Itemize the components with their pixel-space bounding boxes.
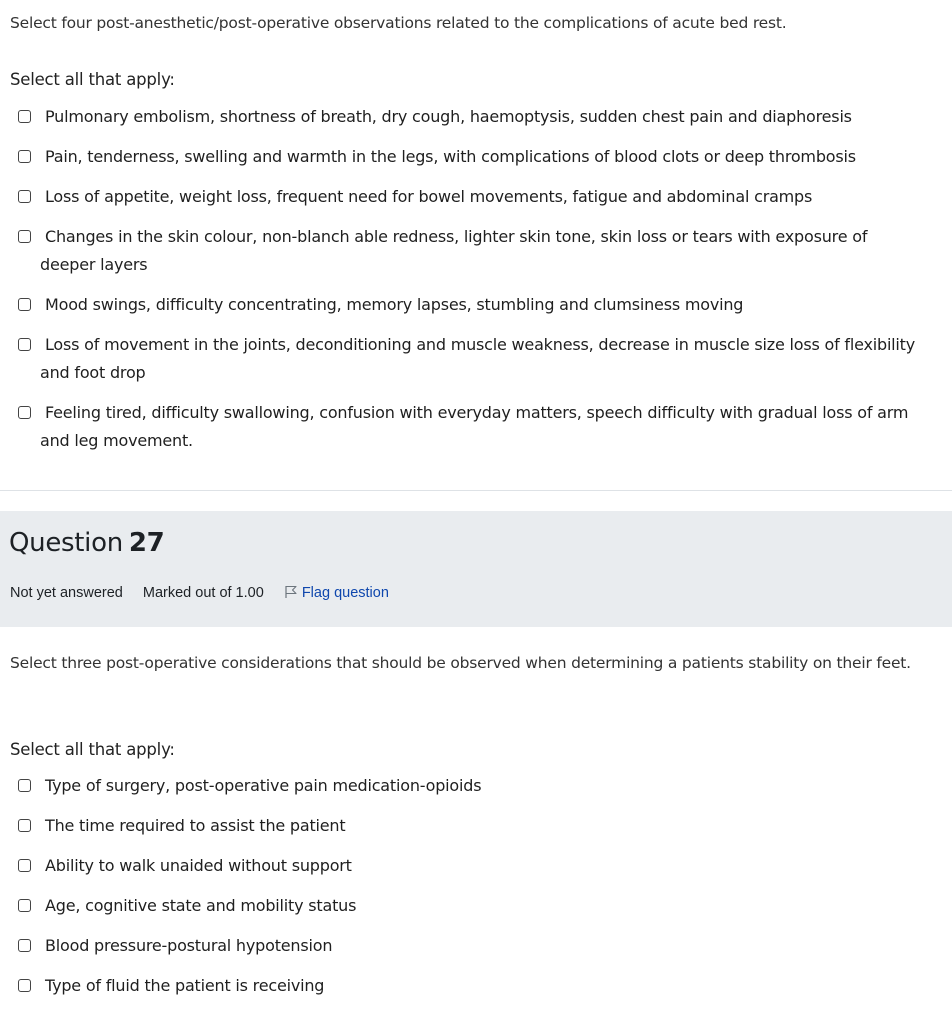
checkbox[interactable]: [18, 406, 31, 419]
q27-option-5[interactable]: [0, 932, 930, 960]
q26-answer-list: [0, 103, 930, 455]
checkbox[interactable]: [18, 150, 31, 163]
q27-option-4[interactable]: [0, 892, 930, 920]
q27-info-box: [0, 511, 952, 627]
option-label: The time required to assist the patient: [45, 816, 346, 835]
question-label: Question: [9, 528, 123, 558]
option-label: Ability to walk unaided without support: [45, 856, 352, 875]
q27-select-prompt: Select all that apply:: [10, 740, 175, 759]
option-label: Type of surgery, post-operative pain medication-opioids: [45, 776, 482, 795]
flag-icon: [284, 585, 298, 599]
q27-heading: [9, 528, 164, 558]
q26-option-3[interactable]: [0, 183, 930, 211]
option-label: Loss of movement in the joints, deconditioning and muscle weakness, decrease in muscle size loss of flexibility and foot drop: [40, 335, 916, 382]
option-label: Blood pressure-postural hypotension: [45, 936, 333, 955]
q27-option-1[interactable]: [0, 772, 930, 800]
checkbox[interactable]: [18, 190, 31, 203]
checkbox[interactable]: [18, 779, 31, 792]
checkbox[interactable]: [18, 819, 31, 832]
answer-status: Not yet answered: [10, 585, 123, 601]
option-label: Type of fluid the patient is receiving: [45, 976, 325, 995]
question-divider: [0, 490, 952, 491]
option-label: Pain, tenderness, swelling and warmth in the legs, with complications of blood clots or deep thrombosis: [45, 147, 856, 166]
option-label: Mood swings, difficulty concentrating, memory lapses, stumbling and clumsiness moving: [45, 295, 744, 314]
flag-question-link[interactable]: [284, 585, 405, 601]
checkbox[interactable]: [18, 899, 31, 912]
marked-out-of: Marked out of 1.00: [142, 585, 264, 601]
option-label: Loss of appetite, weight loss, frequent need for bowel movements, fatigue and abdominal cramps: [45, 187, 813, 206]
q27-meta: [10, 585, 421, 601]
q27-option-6[interactable]: [0, 972, 930, 1000]
q26-option-1[interactable]: [0, 103, 930, 131]
q26-select-prompt: Select all that apply:: [10, 70, 175, 89]
checkbox[interactable]: [18, 230, 31, 243]
q26-question-text: Select four post-anesthetic/post-operative observations related to the complications of acute bed rest.: [10, 14, 787, 32]
q27-option-3[interactable]: [0, 852, 930, 880]
option-label: Pulmonary embolism, shortness of breath, dry cough, haemoptysis, sudden chest pain and diaphoresis: [45, 107, 852, 126]
q26-option-6[interactable]: [0, 331, 930, 387]
question-number: 27: [128, 528, 165, 558]
option-label: Age, cognitive state and mobility status: [45, 896, 357, 915]
checkbox[interactable]: [18, 298, 31, 311]
q27-answer-list: [0, 772, 930, 1000]
flag-question-label: Flag question: [301, 585, 389, 601]
q26-option-2[interactable]: [0, 143, 930, 171]
checkbox[interactable]: [18, 859, 31, 872]
checkbox[interactable]: [18, 338, 31, 351]
checkbox[interactable]: [18, 110, 31, 123]
checkbox[interactable]: [18, 939, 31, 952]
q26-option-5[interactable]: [0, 291, 930, 319]
q27-option-2[interactable]: [0, 812, 930, 840]
option-label: Feeling tired, difficulty swallowing, confusion with everyday matters, speech difficulty with gradual loss of arm and leg movement.: [40, 403, 909, 450]
q26-option-7[interactable]: [0, 399, 930, 455]
q27-question-text: Select three post-operative considerations that should be observed when determining a patients stability on their feet.: [10, 654, 911, 672]
q26-option-4[interactable]: [0, 223, 930, 279]
option-label: Changes in the skin colour, non-blanch able redness, lighter skin tone, skin loss or tears with exposure of deeper layers: [40, 227, 868, 274]
checkbox[interactable]: [18, 979, 31, 992]
